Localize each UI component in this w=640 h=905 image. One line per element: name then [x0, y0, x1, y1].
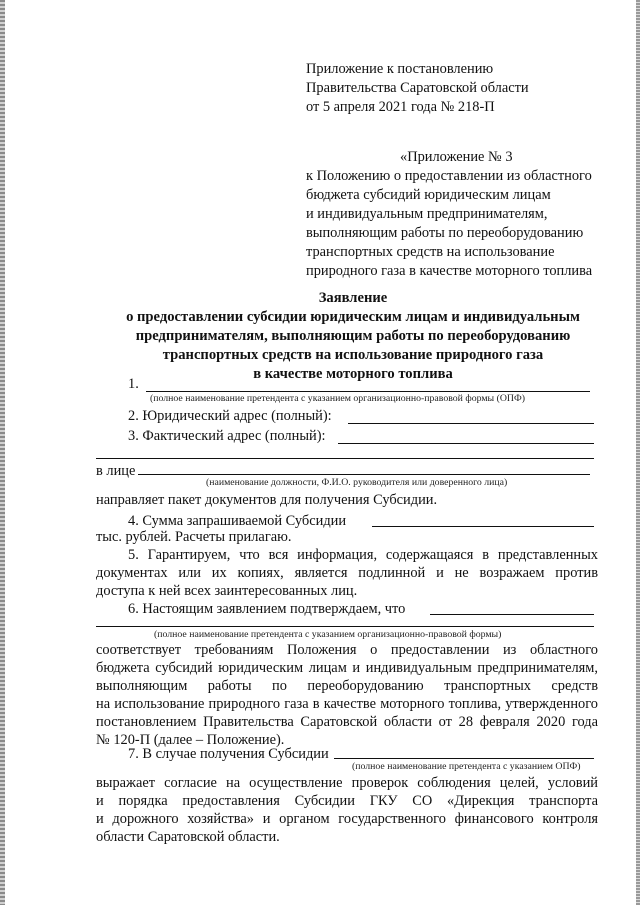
item6-line: соответствует требованиям Положения о предоставлении из областного	[96, 642, 598, 658]
item7-label: 7. В случае получения Субсидии	[128, 746, 329, 762]
item7-line: и дорожного хозяйства» и органом государственного финансового контроля	[96, 811, 598, 827]
approval-block	[306, 60, 529, 117]
item5-line: доступа к ней всех заинтересованных лиц.	[96, 583, 358, 599]
title-heading: Заявление	[318, 290, 388, 306]
appendix-line: бюджета субсидий юридическим лицам	[306, 187, 551, 203]
item6-line: выполняющим работы по переоборудованию транспортных средств	[96, 678, 598, 694]
appendix-line: к Положению о предоставлении из областного	[306, 168, 592, 184]
item7-line: выражает согласие на осуществление проверок соблюдения целей, условий	[96, 775, 598, 791]
title-line: транспортных средств на использование природного газа	[162, 347, 544, 363]
item4-label: 4. Сумма запрашиваемой Субсидии	[128, 513, 347, 529]
item5-line: документах или их копиях, является подлинной и не возражаем против	[96, 565, 598, 581]
item6-line: № 120-П (далее – Положение).	[96, 732, 285, 748]
item1-number: 1.	[128, 376, 139, 392]
scan-edge-left	[0, 0, 5, 905]
item7-caption: (полное наименование претендента с указанием ОПФ)	[352, 761, 581, 772]
item7-field[interactable]	[334, 758, 594, 759]
title-line: предпринимателям, выполняющим работы по переоборудованию	[135, 328, 571, 344]
actual-address-field-line2[interactable]	[96, 458, 594, 459]
item7-line: и порядка предоставления Субсидии ГКУ СО «Дирекция транспорта	[96, 793, 598, 809]
representative-field[interactable]	[138, 474, 590, 475]
legal-address-field[interactable]	[348, 423, 594, 424]
appendix-line: и индивидуальным предпринимателям,	[306, 206, 548, 222]
sends-text: направляет пакет документов для получения Субсидии.	[96, 492, 438, 508]
item6-line: бюджета субсидий юридическим лицам и индивидуальным предпринимателям,	[96, 660, 598, 676]
item2-label: 2. Юридический адрес (полный):	[128, 408, 332, 424]
item6-line: на использование природного газа в качестве моторного топлива, утвержденного	[96, 696, 598, 712]
item6-field-line2[interactable]	[96, 626, 594, 627]
in-person-caption: (наименование должности, Ф.И.О. руководителя или доверенного лица)	[206, 477, 508, 488]
item6-label: 6. Настоящим заявлением подтверждаем, что	[128, 601, 406, 617]
item4-suffix: тыс. рублей. Расчеты прилагаю.	[96, 529, 292, 545]
item1-caption: (полное наименование претендента с указанием организационно-правовой формы (ОПФ)	[150, 393, 526, 404]
subsidy-amount-field[interactable]	[372, 526, 594, 527]
actual-address-field[interactable]	[338, 443, 594, 444]
in-person-label: в лице	[96, 463, 136, 479]
item5-line: 5. Гарантируем, что вся информация, содержащаяся в представленных	[128, 547, 598, 563]
approval-line: Правительства Саратовской области	[306, 80, 529, 96]
title-line: о предоставлении субсидии юридическим лицам и индивидуальным	[126, 309, 580, 325]
item6-caption: (полное наименование претендента с указанием организационно-правовой формы)	[154, 629, 502, 640]
appendix-line: природного газа в качестве моторного топлива	[306, 263, 593, 279]
item3-label: 3. Фактический адрес (полный):	[128, 428, 326, 444]
scan-edge-right	[636, 0, 640, 905]
title-line: в качестве моторного топлива	[253, 366, 453, 382]
document-title	[96, 289, 610, 384]
item1-field[interactable]	[146, 391, 590, 392]
item6-line: постановлением Правительства Саратовской области от 28 февраля 2020 года	[96, 714, 598, 730]
appendix-number: «Приложение № 3	[400, 149, 513, 165]
approval-line: Приложение к постановлению	[306, 61, 494, 77]
appendix-block	[306, 148, 592, 281]
appendix-line: транспортных средств на использование	[306, 244, 555, 260]
appendix-line: выполняющим работы по переоборудованию	[306, 225, 584, 241]
approval-line: от 5 апреля 2021 года № 218-П	[306, 99, 495, 115]
item6-field[interactable]	[430, 614, 594, 615]
item7-line: области Саратовской области.	[96, 829, 280, 845]
